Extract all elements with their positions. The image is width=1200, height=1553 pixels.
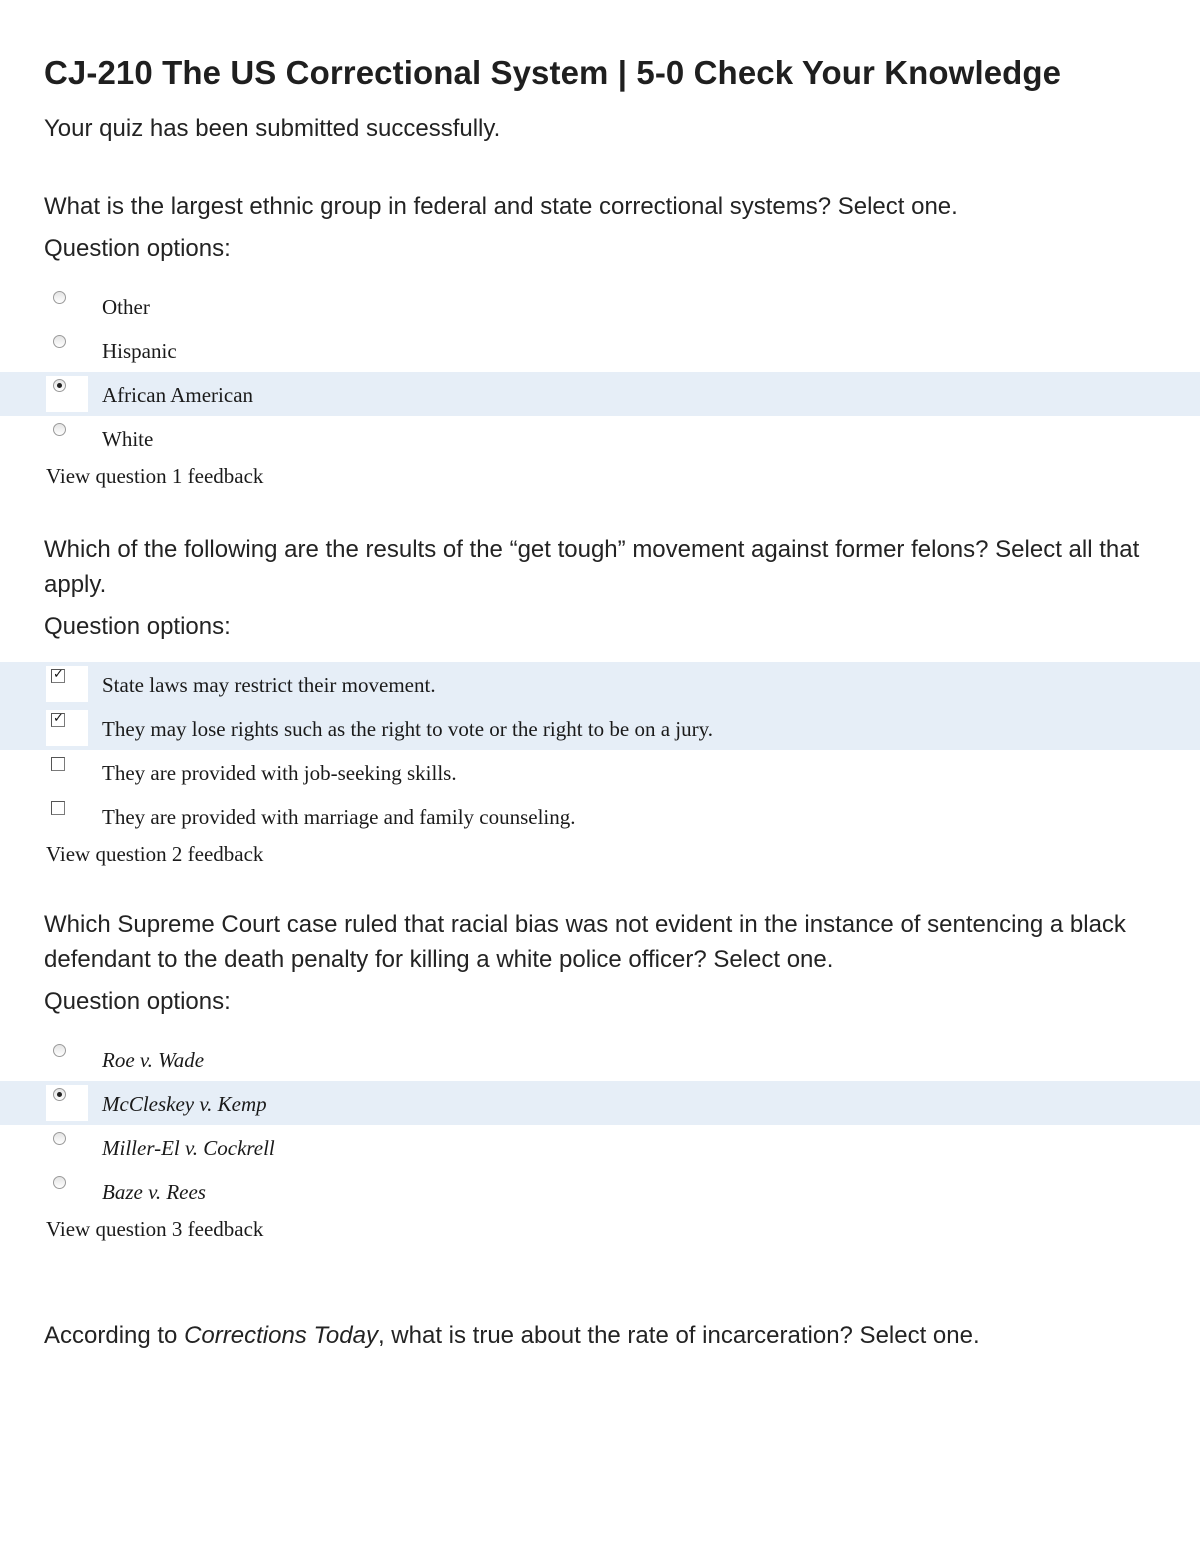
radio-button[interactable]: [53, 1132, 66, 1145]
option-label: African American: [102, 383, 254, 407]
question-2: [0, 532, 1200, 867]
option-label: Roe v. Wade: [102, 1048, 205, 1072]
checkmark-icon: ✓: [53, 667, 64, 682]
option-row[interactable]: [0, 1169, 1200, 1213]
page-title: CJ-210 The US Correctional System | 5-0 Check Your Knowledge: [44, 54, 1062, 91]
option-row-selected[interactable]: [0, 706, 1200, 750]
option-row[interactable]: [0, 750, 1200, 794]
option-label: They may lose rights such as the right to vote or the right to be on a jury.: [102, 717, 714, 741]
option-label: Other: [102, 295, 150, 319]
radio-button[interactable]: [53, 291, 66, 304]
options-list: [0, 284, 1200, 460]
view-feedback-link[interactable]: View question 2 feedback: [46, 842, 264, 866]
option-label: Miller-El v. Cockrell: [102, 1136, 275, 1160]
question-options-label: Question options:: [44, 988, 231, 1015]
checkbox[interactable]: [51, 757, 65, 771]
publication-title: Corrections Today: [184, 1322, 378, 1349]
option-row[interactable]: [0, 416, 1200, 460]
radio-button[interactable]: [53, 1044, 66, 1057]
radio-button-checked[interactable]: [53, 1088, 66, 1101]
option-label: They are provided with job-seeking skills.: [102, 761, 457, 785]
options-list: [0, 662, 1200, 838]
radio-button[interactable]: [53, 423, 66, 436]
option-label: McCleskey v. Kemp: [102, 1092, 267, 1116]
question-4: [0, 1318, 1200, 1353]
option-label: White: [102, 427, 154, 451]
view-feedback-link[interactable]: View question 3 feedback: [46, 1217, 264, 1241]
question-text: What is the largest ethnic group in federal and state correctional systems? Select one.: [44, 193, 958, 220]
question-options-label: Question options:: [44, 613, 231, 640]
option-row-selected[interactable]: [0, 662, 1200, 706]
option-row-selected[interactable]: [0, 372, 1200, 416]
checkbox-checked[interactable]: [51, 713, 65, 727]
question-text-start: According to: [44, 1322, 185, 1349]
checkmark-icon: ✓: [53, 711, 64, 726]
question-text-end: , what is true about the rate of incarceration? Select one.: [377, 1322, 980, 1349]
options-list: [0, 1037, 1200, 1213]
question-options-label: Question options:: [44, 235, 231, 262]
radio-button-checked[interactable]: [53, 379, 66, 392]
option-label: They are provided with marriage and family counseling.: [102, 805, 576, 829]
option-row[interactable]: [0, 1125, 1200, 1169]
radio-button[interactable]: [53, 1176, 66, 1189]
option-row[interactable]: [0, 1037, 1200, 1081]
option-label: Hispanic: [102, 339, 177, 363]
option-row[interactable]: [0, 284, 1200, 328]
question-text: Which Supreme Court case ruled that racial bias was not evident in the instance of sentencing a black defendant to the death penalty for killing a white police officer? Select one.: [44, 911, 1126, 973]
radio-button[interactable]: [53, 335, 66, 348]
checkbox[interactable]: [51, 801, 65, 815]
option-row-selected[interactable]: [0, 1081, 1200, 1125]
option-label: Baze v. Rees: [102, 1180, 206, 1204]
question-text: Which of the following are the results of the “get tough” movement against former felons? Select all that apply.: [44, 536, 1140, 598]
question-3: [0, 907, 1200, 1242]
submission-message: Your quiz has been submitted successfully.: [44, 115, 501, 142]
checkbox-checked[interactable]: [51, 669, 65, 683]
option-row[interactable]: [0, 794, 1200, 838]
option-label: State laws may restrict their movement.: [102, 673, 436, 697]
question-text: [44, 1318, 1164, 1353]
view-feedback-link[interactable]: View question 1 feedback: [46, 464, 264, 488]
question-1: [0, 189, 1200, 489]
option-row[interactable]: [0, 328, 1200, 372]
